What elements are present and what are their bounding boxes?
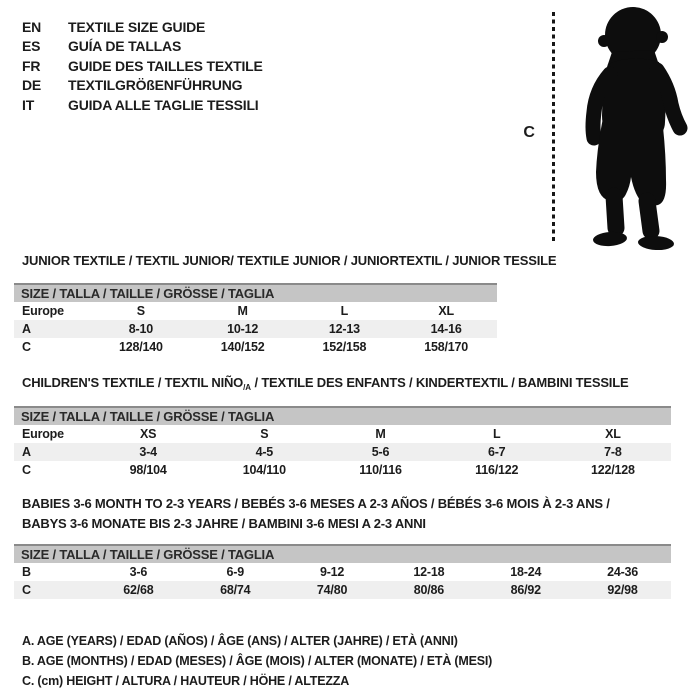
row-label: A (22, 445, 31, 459)
section-title-babies-line2: BABYS 3-6 MONATE BIS 2-3 JAHRE / BAMBINI 3-6 MESI A 2-3 ANNI (22, 516, 426, 531)
language-code: DE (22, 77, 42, 94)
age-cell: 6-9 (226, 565, 244, 579)
height-cell: 104/110 (242, 463, 286, 477)
row-label: C (22, 583, 31, 597)
table-row-age-months (14, 563, 671, 581)
language-row-fr (22, 56, 263, 76)
toddler-silhouette (556, 2, 700, 250)
age-cell: 14-16 (430, 322, 462, 336)
age-cell: 18-24 (510, 565, 542, 579)
language-label: GUIDE DES TAILLES TEXTILE (68, 57, 263, 74)
height-cell: 140/152 (220, 340, 265, 354)
size-cell: M (375, 427, 386, 441)
title-part: CHILDREN'S TEXTILE / TEXTIL NIÑO (22, 375, 244, 390)
height-cell: 116/122 (475, 463, 519, 477)
legend (22, 631, 492, 691)
size-header-bar: SIZE / TALLA / TAILLE / GRÖSSE / TAGLIA (14, 283, 497, 302)
size-cell: XS (139, 427, 157, 441)
language-row-es (22, 37, 263, 57)
age-cell: 7-8 (604, 445, 622, 459)
language-label: GUIDA ALLE TAGLIE TESSILI (68, 96, 259, 113)
language-label: GUÍA DE TALLAS (68, 38, 182, 55)
size-cell: XL (438, 304, 454, 318)
height-cell: 74/80 (316, 583, 348, 597)
height-measure-dotted-line (552, 12, 555, 243)
age-cell: 8-10 (128, 322, 153, 336)
size-cell: XL (605, 427, 621, 441)
language-row-de (22, 76, 263, 96)
table-row-height-cm (14, 581, 671, 599)
height-cell: 122/128 (591, 463, 635, 477)
age-cell: 10-12 (227, 322, 259, 336)
age-cell: 24-36 (607, 565, 639, 579)
section-title-babies-line1: BABIES 3-6 MONTH TO 2-3 YEARS / BEBÉS 3-6 MESES A 2-3 AÑOS / BÉBÉS 3-6 MOIS À 2-3 ANS / (22, 496, 610, 511)
language-row-en (22, 17, 263, 37)
title-subscript: /A (243, 383, 252, 392)
height-cell: 80/86 (413, 583, 445, 597)
height-cell: 158/170 (424, 340, 469, 354)
language-row-it (22, 95, 263, 115)
language-header (22, 17, 263, 115)
height-cell: 128/140 (118, 340, 163, 354)
language-code: IT (22, 96, 35, 113)
height-cell: 92/98 (607, 583, 638, 597)
row-label: C (22, 463, 31, 477)
size-header-bar: SIZE / TALLA / TAILLE / GRÖSSE / TAGLIA (14, 406, 671, 425)
size-cell: S (260, 427, 269, 441)
table-row-height-cm (14, 461, 671, 479)
age-cell: 4-5 (255, 445, 274, 459)
age-cell: 12-18 (413, 565, 445, 579)
height-cell: 86/92 (510, 583, 541, 597)
row-label: A (22, 322, 31, 336)
height-cell: 68/74 (220, 583, 251, 597)
table-junior (14, 283, 497, 356)
table-row-europe (14, 302, 497, 320)
size-cell: L (340, 304, 349, 318)
section-title-children (22, 375, 628, 392)
height-cell: 62/68 (123, 583, 154, 597)
language-label: TEXTILGRÖßENFÜHRUNG (68, 77, 243, 94)
legend-line-c: C. (cm) HEIGHT / ALTURA / HAUTEUR / HÖHE / ALTEZZA (22, 674, 350, 688)
height-cell: 98/104 (129, 463, 167, 477)
table-row-height-cm (14, 338, 497, 356)
age-cell: 12-13 (328, 322, 360, 336)
age-cell: 5-6 (371, 445, 390, 459)
section-title-junior: JUNIOR TEXTILE / TEXTIL JUNIOR/ TEXTILE JUNIOR / JUNIORTEXTIL / JUNIOR TESSILE (22, 253, 557, 268)
title-part: / TEXTILE DES ENFANTS / KINDERTEXTIL / BAMBINI TESSILE (251, 375, 629, 390)
language-code: ES (22, 38, 41, 55)
size-cell: S (136, 304, 145, 318)
row-label: Europe (22, 427, 64, 441)
legend-line-a: A. AGE (YEARS) / EDAD (AÑOS) / ÂGE (ANS) / ALTER (JAHRE) / ETÀ (ANNI) (22, 634, 458, 648)
size-header-bar: SIZE / TALLA / TAILLE / GRÖSSE / TAGLIA (14, 544, 671, 563)
table-children (14, 406, 671, 479)
size-cell: M (237, 304, 248, 318)
height-cell: 152/158 (322, 340, 367, 354)
table-row-age-years (14, 443, 671, 461)
row-label: B (22, 565, 31, 579)
language-code: FR (22, 57, 41, 74)
table-babies (14, 544, 671, 599)
height-cell: 110/116 (359, 463, 402, 477)
language-label: TEXTILE SIZE GUIDE (68, 18, 206, 35)
table-row-age-years (14, 320, 497, 338)
table-row-europe (14, 425, 671, 443)
row-label: Europe (22, 304, 64, 318)
size-cell: L (492, 427, 501, 441)
age-cell: 3-6 (129, 565, 148, 579)
age-cell: 3-4 (139, 445, 157, 459)
language-code: EN (22, 18, 42, 35)
legend-line-b: B. AGE (MONTHS) / EDAD (MESES) / ÂGE (MOIS) / ALTER (MONATE) / ETÀ (MESI) (22, 654, 493, 668)
age-cell: 6-7 (487, 445, 506, 459)
row-label: C (22, 340, 31, 354)
age-cell: 9-12 (319, 565, 345, 579)
measure-label-c: C (523, 124, 535, 141)
